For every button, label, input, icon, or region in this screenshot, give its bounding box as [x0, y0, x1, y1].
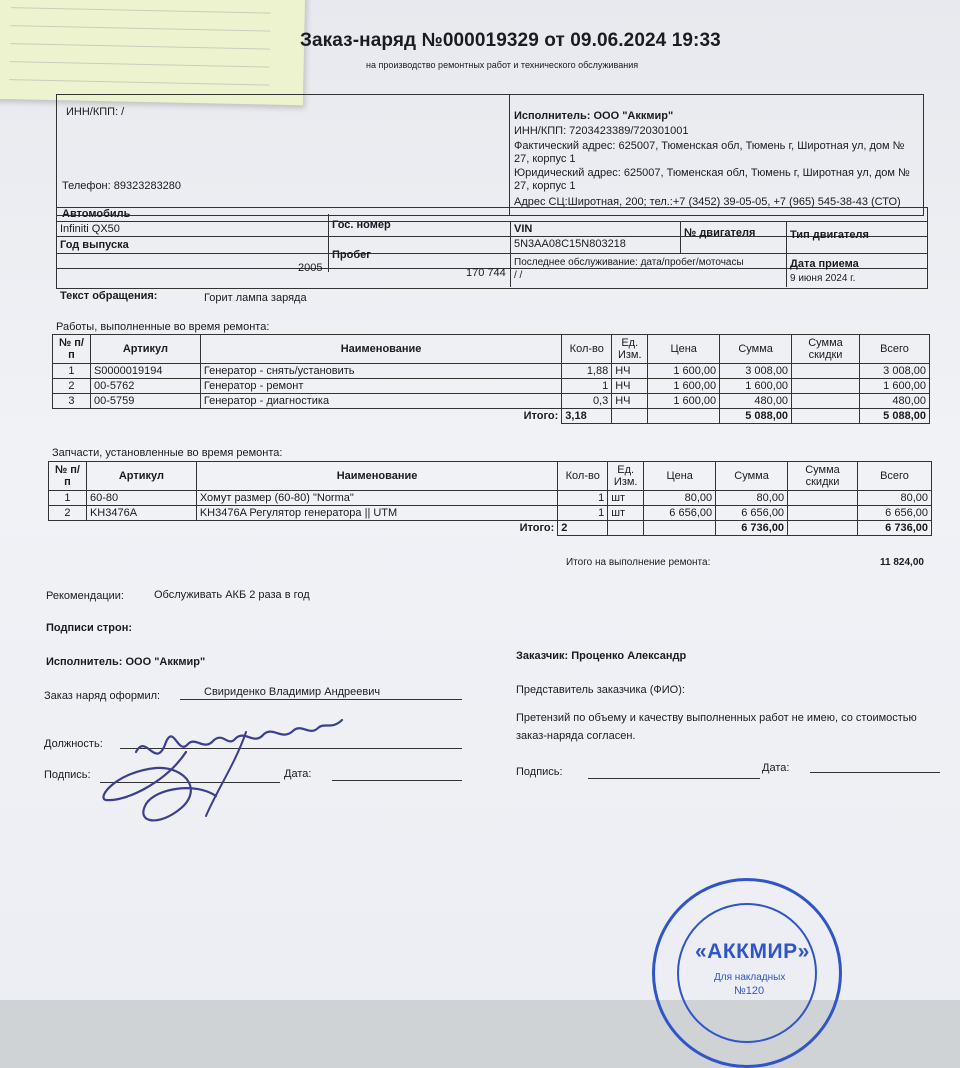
cell-name: KH3476A Регулятор генератора || UTM [196, 506, 557, 521]
works-caption: Работы, выполненные во время ремонта: [56, 321, 270, 333]
cell-name: Хомут размер (60-80) "Norma" [196, 491, 557, 506]
cell-price: 6 656,00 [644, 506, 716, 521]
cell-qty: 0,3 [562, 394, 612, 409]
cell-num: 2 [49, 506, 87, 521]
cell-total: 480,00 [860, 394, 930, 409]
cell-discount [792, 364, 860, 379]
cell-sum: 80,00 [716, 491, 788, 506]
works-col-total: Всего [860, 335, 930, 364]
cell-num: 3 [53, 394, 91, 409]
works-total-row [53, 409, 930, 424]
works-col-sum: Сумма [720, 335, 792, 364]
car-model: Infiniti QX50 [60, 223, 120, 235]
label-year: Год выпуска [60, 239, 129, 251]
cell-discount [792, 379, 860, 394]
contractor-legal-address: Юридический адрес: 625007, Тюменская обл, Тюмень г, Широтная ул, дом № [514, 167, 910, 179]
parts-total-row [49, 521, 932, 536]
cell-article: 60-80 [86, 491, 196, 506]
date-label-left: Дата: [284, 768, 312, 780]
parts-table [48, 461, 932, 536]
parts-col-discount: Сумма скидки [788, 462, 858, 491]
claims-text-2: заказ-наряда согласен. [516, 730, 636, 742]
cell-total: 3 008,00 [860, 364, 930, 379]
signatures-contractor: Исполнитель: ООО "Аккмир" [46, 656, 206, 668]
cell-sum: 3 008,00 [720, 364, 792, 379]
grand-total-value: 11 824,00 [880, 557, 924, 568]
customer-rep-label: Представитель заказчика (ФИО): [516, 684, 685, 696]
cell-name: Генератор - ремонт [200, 379, 561, 394]
cell-unit: шт [608, 491, 644, 506]
table-row [53, 394, 930, 409]
parts-total-all: 6 736,00 [858, 521, 932, 536]
cell-discount [792, 394, 860, 409]
parts-col-unit: Ед. Изм. [608, 462, 644, 491]
contractor-legal-address-2: 27, корпус 1 [514, 180, 576, 192]
cell-article: S0000019194 [90, 364, 200, 379]
label-engine-type: Тип двигателя [790, 229, 869, 241]
works-total-sum: 5 088,00 [720, 409, 792, 424]
sticky-note [0, 0, 305, 105]
cell-name: Генератор - диагностика [200, 394, 561, 409]
cell-price: 1 600,00 [648, 394, 720, 409]
cell-sum: 1 600,00 [720, 379, 792, 394]
works-col-unit: Ед. Изм. [612, 335, 648, 364]
works-total-all: 5 088,00 [860, 409, 930, 424]
cell-sum: 480,00 [720, 394, 792, 409]
works-total-label: Итого: [200, 409, 561, 424]
works-col-article: Артикул [90, 335, 200, 364]
handwritten-signature [96, 712, 346, 832]
cell-total: 1 600,00 [860, 379, 930, 394]
sign-label-left: Подпись: [44, 769, 91, 781]
document-subtitle: на производство ремонтных работ и технического обслуживания [366, 60, 639, 70]
cell-num: 1 [53, 364, 91, 379]
signatures-heading: Подписи строн: [46, 622, 133, 634]
works-col-discount: Сумма скидки [792, 335, 860, 364]
cell-article: 00-5759 [90, 394, 200, 409]
cell-total: 6 656,00 [858, 506, 932, 521]
contractor-service-address: Адрес СЦ:Широтная, 200; тел.:+7 (3452) 39-05-05, +7 (965) 545-38-43 (СТО) [514, 196, 901, 208]
customer-phone: Телефон: 89323283280 [62, 180, 182, 192]
parts-total-label: Итого: [196, 521, 557, 536]
cell-discount [788, 491, 858, 506]
label-engine-no: № двигателя [684, 227, 756, 239]
label-mileage: Пробег [332, 249, 371, 261]
car-year: 2005 [298, 262, 323, 274]
issued-by-label: Заказ наряд оформил: [44, 690, 161, 702]
label-vin: VIN [514, 223, 533, 235]
works-col-price: Цена [648, 335, 720, 364]
cell-unit: НЧ [612, 364, 648, 379]
parts-total-qty: 2 [558, 521, 608, 536]
position-label: Должность: [44, 738, 103, 750]
cell-unit: НЧ [612, 379, 648, 394]
document-title: Заказ-наряд №000019329 от 09.06.2024 19:33 [300, 30, 721, 51]
stamp-line-1: Для накладных [714, 972, 786, 983]
cell-price: 1 600,00 [648, 379, 720, 394]
cell-total: 80,00 [858, 491, 932, 506]
parts-col-total: Всего [858, 462, 932, 491]
claims-text-1: Претензий по объему и качеству выполненных работ не имею, со стоимостью [516, 712, 917, 724]
cell-price: 1 600,00 [648, 364, 720, 379]
parts-header-row [49, 462, 932, 491]
table-row [53, 379, 930, 394]
cell-article: 00-5762 [90, 379, 200, 394]
parts-caption: Запчасти, установленные во время ремонта: [52, 447, 283, 459]
contractor-name: Исполнитель: ООО "Аккмир" [514, 110, 674, 122]
cell-name: Генератор - снять/установить [200, 364, 561, 379]
contractor-fact-address-2: 27, корпус 1 [514, 153, 576, 165]
works-col-name: Наименование [200, 335, 561, 364]
works-table [52, 334, 930, 424]
parts-col-article: Артикул [86, 462, 196, 491]
cell-qty: 1 [562, 379, 612, 394]
parts-col-name: Наименование [196, 462, 557, 491]
date-received: 9 июня 2024 г. [790, 273, 856, 284]
cell-unit: шт [608, 506, 644, 521]
table-row [49, 491, 932, 506]
cell-num: 2 [53, 379, 91, 394]
works-col-num: № п/п [53, 335, 91, 364]
cell-qty: 1 [558, 506, 608, 521]
cell-num: 1 [49, 491, 87, 506]
last-service-value: / / [514, 270, 523, 281]
parts-total-sum: 6 736,00 [716, 521, 788, 536]
recommendations-text: Обслуживать АКБ 2 раза в год [154, 589, 310, 601]
works-total-qty: 3,18 [562, 409, 612, 424]
stamp-line-2: №120 [734, 985, 765, 997]
request-label: Текст обращения: [60, 290, 158, 302]
label-date-received: Дата приема [790, 258, 859, 270]
parts-col-sum: Сумма [716, 462, 788, 491]
issued-by-name: Свириденко Владимир Андреевич [204, 686, 381, 698]
stamp-company-name: «АККМИР» [695, 940, 810, 963]
sign-label-right: Подпись: [516, 766, 563, 778]
cell-unit: НЧ [612, 394, 648, 409]
customer-inn: ИНН/КПП: / [66, 106, 125, 118]
cell-qty: 1 [558, 491, 608, 506]
table-row [53, 364, 930, 379]
label-last-service: Последнее обслуживание: дата/пробег/моточасы [514, 257, 744, 268]
request-text: Горит лампа заряда [204, 292, 307, 304]
label-plate: Гос. номер [332, 219, 391, 231]
cell-discount [788, 506, 858, 521]
cell-price: 80,00 [644, 491, 716, 506]
parts-col-num: № п/п [49, 462, 87, 491]
works-col-qty: Кол-во [562, 335, 612, 364]
parts-col-qty: Кол-во [558, 462, 608, 491]
grand-total-label: Итого на выполнение ремонта: [566, 557, 711, 568]
parts-col-price: Цена [644, 462, 716, 491]
cell-article: KH3476A [86, 506, 196, 521]
cell-sum: 6 656,00 [716, 506, 788, 521]
works-header-row [53, 335, 930, 364]
contractor-inn: ИНН/КПП: 7203423389/720301001 [514, 125, 689, 137]
cell-qty: 1,88 [562, 364, 612, 379]
table-row [49, 506, 932, 521]
label-auto: Автомобиль [62, 208, 131, 220]
contractor-fact-address: Фактический адрес: 625007, Тюменская обл, Тюмень г, Широтная ул, дом № [514, 140, 905, 152]
signatures-customer: Заказчик: Проценко Александр [516, 650, 687, 662]
date-label-right: Дата: [762, 762, 790, 774]
car-mileage: 170 744 [466, 267, 506, 279]
recommendations-label: Рекомендации: [46, 590, 124, 602]
car-vin: 5N3AA08C15N803218 [514, 238, 626, 250]
